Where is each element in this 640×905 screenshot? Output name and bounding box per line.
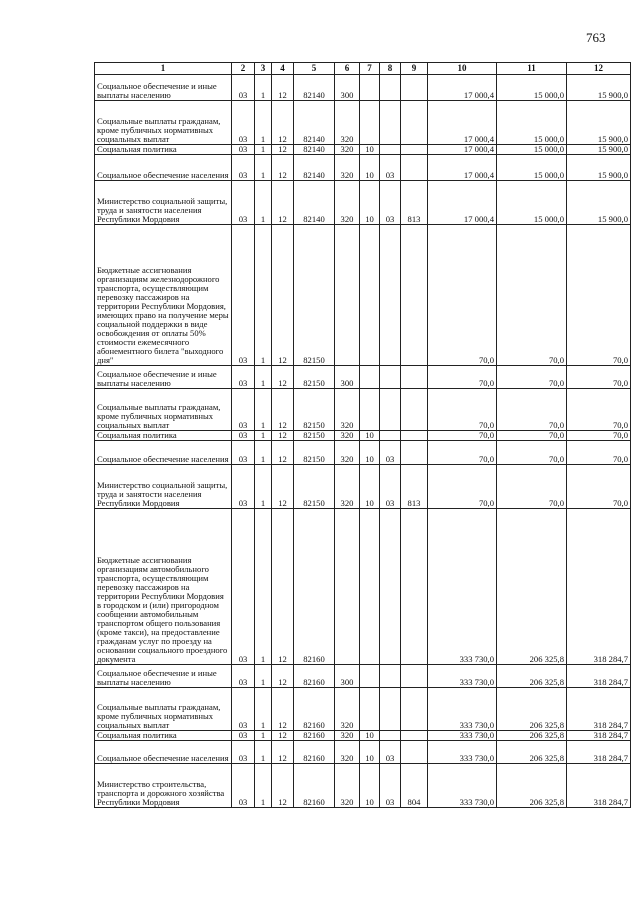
cell-amount-year-3: 70,0: [567, 366, 631, 389]
cell-subprogram: 12: [272, 741, 294, 764]
cell-admin-code: 813: [401, 465, 428, 509]
table-row: [95, 155, 631, 181]
cell-direction: 82150: [294, 389, 335, 431]
cell-amount-year-1: 333 730,0: [428, 764, 497, 808]
cell-subsection: 03: [380, 465, 401, 509]
table-row: [95, 441, 631, 465]
table-row: [95, 431, 631, 441]
cell-direction: 82150: [294, 366, 335, 389]
cell-subsection: [380, 389, 401, 431]
table-row: [95, 509, 631, 665]
cell-amount-year-2: 206 325,8: [497, 731, 567, 741]
cell-expense-type: 320: [335, 764, 360, 808]
cell-name-text: Социальная политика: [97, 144, 177, 155]
cell-name: [95, 431, 232, 441]
cell-ministry-code: 03: [232, 145, 255, 155]
cell-expense-type: 320: [335, 389, 360, 431]
cell-expense-type: 320: [335, 465, 360, 509]
cell-amount-year-2: 70,0: [497, 431, 567, 441]
table-row: [95, 145, 631, 155]
cell-subsection: [380, 101, 401, 145]
cell-direction: 82140: [294, 101, 335, 145]
cell-amount-year-3: 15 900,0: [567, 155, 631, 181]
cell-subprogram: 12: [272, 665, 294, 688]
cell-amount-year-3: 318 284,7: [567, 509, 631, 665]
cell-name-text: Бюджетные ассигнования организациям железнодорожного транспорта, осуществляющим перевозку пассажиров на территории Республики Мордовия, имеющих право на получение меры социальной поддержки в виде освобождения от оплаты 50% стоимости ежемесячного абонементного билета "выходного дня": [97, 265, 229, 366]
column-header: 7: [360, 63, 380, 75]
cell-section: [360, 688, 380, 731]
cell-name-text: Социальное обеспечение и иные выплаты населению: [97, 668, 217, 688]
cell-admin-code: [401, 688, 428, 731]
cell-subprogram: 12: [272, 389, 294, 431]
cell-direction: 82160: [294, 665, 335, 688]
cell-name: [95, 366, 232, 389]
cell-ministry-code: 03: [232, 665, 255, 688]
cell-amount-year-1: 70,0: [428, 389, 497, 431]
cell-name-text: Социальное обеспечение населения: [97, 753, 229, 764]
cell-name: [95, 465, 232, 509]
cell-name: [95, 389, 232, 431]
cell-subsection: [380, 665, 401, 688]
column-header: 1: [95, 63, 232, 75]
cell-name-text: Социальное обеспечение и иные выплаты населению: [97, 369, 217, 389]
cell-subprogram: 12: [272, 225, 294, 366]
cell-amount-year-2: 15 000,0: [497, 145, 567, 155]
page-number: 763: [586, 30, 606, 45]
cell-amount-year-1: 17 000,4: [428, 155, 497, 181]
cell-subprogram: 12: [272, 181, 294, 225]
cell-name: [95, 225, 232, 366]
column-header: 11: [497, 63, 567, 75]
cell-direction: 82160: [294, 688, 335, 731]
cell-amount-year-3: 15 900,0: [567, 145, 631, 155]
cell-amount-year-1: 17 000,4: [428, 75, 497, 101]
cell-amount-year-3: 318 284,7: [567, 688, 631, 731]
cell-admin-code: [401, 509, 428, 665]
cell-name-text: Бюджетные ассигнования организациям автомобильного транспорта, осуществляющим перевозку пассажиров на территории Республики Мордовия в городском и (или) пригородном сообщении автомобильным транспортом общего пользования (кроме такси), на предоставление гражданам услуг по проезду на основании социального проездного документа: [97, 555, 228, 665]
cell-amount-year-2: 70,0: [497, 465, 567, 509]
cell-subsection: [380, 431, 401, 441]
cell-name: [95, 101, 232, 145]
cell-subprogram: 12: [272, 764, 294, 808]
cell-section: 10: [360, 741, 380, 764]
cell-amount-year-1: 70,0: [428, 431, 497, 441]
cell-amount-year-2: 15 000,0: [497, 101, 567, 145]
cell-amount-year-3: 15 900,0: [567, 75, 631, 101]
cell-name-text: Министерство строительства, транспорта и дорожного хозяйства Республики Мордовия: [97, 779, 225, 808]
cell-amount-year-1: 70,0: [428, 366, 497, 389]
cell-expense-type: 320: [335, 145, 360, 155]
cell-name-text: Министерство социальной защиты, труда и занятости населения Республики Мордовия: [97, 196, 228, 225]
cell-name-text: Социальная политика: [97, 430, 177, 441]
cell-section: 10: [360, 155, 380, 181]
cell-ministry-code: 03: [232, 741, 255, 764]
cell-direction: 82160: [294, 731, 335, 741]
cell-subprogram: 12: [272, 101, 294, 145]
cell-subsection: [380, 145, 401, 155]
cell-amount-year-2: 15 000,0: [497, 181, 567, 225]
cell-amount-year-1: 70,0: [428, 441, 497, 465]
cell-ministry-code: 03: [232, 465, 255, 509]
cell-amount-year-2: 70,0: [497, 441, 567, 465]
column-header: 5: [294, 63, 335, 75]
cell-section: [360, 509, 380, 665]
cell-program: 1: [255, 509, 272, 665]
cell-expense-type: 300: [335, 366, 360, 389]
cell-name-text: Социальное обеспечение населения: [97, 454, 229, 465]
cell-section: 10: [360, 731, 380, 741]
cell-ministry-code: 03: [232, 389, 255, 431]
table-row: [95, 366, 631, 389]
table-row: [95, 731, 631, 741]
cell-amount-year-1: 17 000,4: [428, 181, 497, 225]
cell-ministry-code: 03: [232, 225, 255, 366]
cell-admin-code: [401, 145, 428, 155]
cell-subprogram: 12: [272, 155, 294, 181]
cell-admin-code: [401, 741, 428, 764]
cell-amount-year-1: 17 000,4: [428, 145, 497, 155]
cell-subprogram: 12: [272, 366, 294, 389]
cell-ministry-code: 03: [232, 101, 255, 145]
cell-name-text: Социальные выплаты гражданам, кроме публичных нормативных социальных выплат: [97, 702, 221, 731]
cell-section: [360, 225, 380, 366]
cell-subprogram: 12: [272, 509, 294, 665]
cell-program: 1: [255, 665, 272, 688]
cell-direction: 82160: [294, 764, 335, 808]
cell-program: 1: [255, 731, 272, 741]
cell-admin-code: [401, 441, 428, 465]
table-row: [95, 75, 631, 101]
cell-section: 10: [360, 431, 380, 441]
cell-subsection: 03: [380, 741, 401, 764]
cell-admin-code: [401, 389, 428, 431]
table-row: [95, 741, 631, 764]
cell-admin-code: [401, 75, 428, 101]
cell-ministry-code: 03: [232, 441, 255, 465]
cell-name: [95, 441, 232, 465]
cell-ministry-code: 03: [232, 366, 255, 389]
cell-direction: 82160: [294, 509, 335, 665]
cell-name: [95, 731, 232, 741]
cell-name-text: Социальное обеспечение населения: [97, 170, 229, 181]
cell-amount-year-3: 318 284,7: [567, 741, 631, 764]
cell-section: [360, 101, 380, 145]
cell-name: [95, 741, 232, 764]
cell-subprogram: 12: [272, 145, 294, 155]
table-row: [95, 665, 631, 688]
cell-expense-type: 300: [335, 75, 360, 101]
cell-name: [95, 155, 232, 181]
cell-amount-year-3: 318 284,7: [567, 764, 631, 808]
cell-name: [95, 688, 232, 731]
cell-direction: 82140: [294, 75, 335, 101]
cell-program: 1: [255, 741, 272, 764]
cell-amount-year-1: 17 000,4: [428, 101, 497, 145]
cell-expense-type: 320: [335, 101, 360, 145]
cell-ministry-code: 03: [232, 155, 255, 181]
cell-section: [360, 665, 380, 688]
cell-amount-year-2: 206 325,8: [497, 764, 567, 808]
cell-subsection: 03: [380, 155, 401, 181]
cell-name-text: Министерство социальной защиты, труда и занятости населения Республики Мордовия: [97, 480, 228, 509]
column-header: 9: [401, 63, 428, 75]
cell-direction: 82150: [294, 431, 335, 441]
cell-section: [360, 366, 380, 389]
cell-amount-year-1: 333 730,0: [428, 731, 497, 741]
table-row: [95, 225, 631, 366]
cell-direction: 82150: [294, 441, 335, 465]
cell-name: [95, 665, 232, 688]
cell-expense-type: 320: [335, 688, 360, 731]
cell-name: [95, 181, 232, 225]
cell-admin-code: 804: [401, 764, 428, 808]
column-header: 8: [380, 63, 401, 75]
cell-expense-type: 300: [335, 665, 360, 688]
cell-direction: 82150: [294, 225, 335, 366]
column-header: 2: [232, 63, 255, 75]
cell-direction: 82140: [294, 155, 335, 181]
cell-section: 10: [360, 145, 380, 155]
cell-amount-year-1: 333 730,0: [428, 509, 497, 665]
cell-amount-year-3: 70,0: [567, 389, 631, 431]
cell-ministry-code: 03: [232, 431, 255, 441]
cell-amount-year-2: 206 325,8: [497, 665, 567, 688]
cell-name: [95, 764, 232, 808]
cell-subprogram: 12: [272, 465, 294, 509]
cell-subsection: [380, 75, 401, 101]
header-row: [95, 63, 631, 75]
cell-section: [360, 75, 380, 101]
cell-expense-type: 320: [335, 741, 360, 764]
cell-program: 1: [255, 688, 272, 731]
cell-name-text: Социальное обеспечение и иные выплаты населению: [97, 81, 217, 101]
cell-program: 1: [255, 366, 272, 389]
cell-amount-year-2: 206 325,8: [497, 688, 567, 731]
cell-subsection: 03: [380, 441, 401, 465]
cell-amount-year-2: 15 000,0: [497, 75, 567, 101]
column-header: 3: [255, 63, 272, 75]
cell-amount-year-3: 70,0: [567, 225, 631, 366]
cell-section: 10: [360, 465, 380, 509]
column-header: 6: [335, 63, 360, 75]
cell-program: 1: [255, 101, 272, 145]
cell-amount-year-2: 15 000,0: [497, 155, 567, 181]
table-row: [95, 101, 631, 145]
cell-ministry-code: 03: [232, 731, 255, 741]
cell-program: 1: [255, 155, 272, 181]
cell-subsection: [380, 731, 401, 741]
cell-expense-type: 320: [335, 731, 360, 741]
cell-program: 1: [255, 441, 272, 465]
cell-name: [95, 509, 232, 665]
cell-amount-year-1: 70,0: [428, 465, 497, 509]
cell-subprogram: 12: [272, 75, 294, 101]
cell-amount-year-1: 70,0: [428, 225, 497, 366]
column-header: 12: [567, 63, 631, 75]
cell-name-text: Социальная политика: [97, 730, 177, 741]
cell-direction: 82140: [294, 181, 335, 225]
cell-program: 1: [255, 431, 272, 441]
cell-program: 1: [255, 225, 272, 366]
cell-amount-year-2: 70,0: [497, 389, 567, 431]
cell-name-text: Социальные выплаты гражданам, кроме публичных нормативных социальных выплат: [97, 402, 221, 431]
cell-name: [95, 75, 232, 101]
cell-admin-code: [401, 731, 428, 741]
cell-amount-year-3: 15 900,0: [567, 181, 631, 225]
cell-program: 1: [255, 465, 272, 509]
cell-admin-code: [401, 366, 428, 389]
column-header: 10: [428, 63, 497, 75]
cell-program: 1: [255, 389, 272, 431]
cell-ministry-code: 03: [232, 75, 255, 101]
cell-subsection: 03: [380, 181, 401, 225]
cell-expense-type: [335, 225, 360, 366]
cell-section: 10: [360, 764, 380, 808]
cell-amount-year-2: 206 325,8: [497, 741, 567, 764]
cell-name-text: Социальные выплаты гражданам, кроме публичных нормативных социальных выплат: [97, 116, 221, 145]
cell-amount-year-3: 318 284,7: [567, 731, 631, 741]
cell-section: [360, 389, 380, 431]
cell-amount-year-3: 70,0: [567, 465, 631, 509]
cell-ministry-code: 03: [232, 181, 255, 225]
cell-subsection: [380, 509, 401, 665]
cell-admin-code: [401, 155, 428, 181]
cell-section: 10: [360, 181, 380, 225]
cell-program: 1: [255, 75, 272, 101]
cell-subsection: [380, 366, 401, 389]
cell-subsection: [380, 688, 401, 731]
cell-ministry-code: 03: [232, 764, 255, 808]
table-row: [95, 389, 631, 431]
cell-amount-year-3: 15 900,0: [567, 101, 631, 145]
cell-amount-year-3: 70,0: [567, 431, 631, 441]
cell-ministry-code: 03: [232, 509, 255, 665]
cell-amount-year-1: 333 730,0: [428, 741, 497, 764]
cell-expense-type: 320: [335, 441, 360, 465]
table-row: [95, 688, 631, 731]
table-row: [95, 465, 631, 509]
cell-admin-code: [401, 665, 428, 688]
cell-direction: 82140: [294, 145, 335, 155]
table-row: [95, 181, 631, 225]
cell-admin-code: [401, 431, 428, 441]
cell-amount-year-2: 70,0: [497, 366, 567, 389]
cell-admin-code: [401, 101, 428, 145]
cell-expense-type: 320: [335, 155, 360, 181]
cell-admin-code: 813: [401, 181, 428, 225]
cell-direction: 82150: [294, 465, 335, 509]
table-row: [95, 764, 631, 808]
cell-subprogram: 12: [272, 731, 294, 741]
cell-expense-type: 320: [335, 431, 360, 441]
cell-name: [95, 145, 232, 155]
cell-expense-type: [335, 509, 360, 665]
cell-subsection: [380, 225, 401, 366]
cell-amount-year-2: 206 325,8: [497, 509, 567, 665]
cell-section: 10: [360, 441, 380, 465]
cell-ministry-code: 03: [232, 688, 255, 731]
cell-program: 1: [255, 764, 272, 808]
cell-subprogram: 12: [272, 688, 294, 731]
cell-subsection: 03: [380, 764, 401, 808]
cell-direction: 82160: [294, 741, 335, 764]
cell-subprogram: 12: [272, 431, 294, 441]
column-header: 4: [272, 63, 294, 75]
cell-amount-year-1: 333 730,0: [428, 688, 497, 731]
cell-program: 1: [255, 181, 272, 225]
cell-amount-year-2: 70,0: [497, 225, 567, 366]
cell-program: 1: [255, 145, 272, 155]
budget-table: [94, 62, 631, 808]
cell-amount-year-3: 318 284,7: [567, 665, 631, 688]
cell-amount-year-1: 333 730,0: [428, 665, 497, 688]
cell-amount-year-3: 70,0: [567, 441, 631, 465]
cell-subprogram: 12: [272, 441, 294, 465]
cell-admin-code: [401, 225, 428, 366]
cell-expense-type: 320: [335, 181, 360, 225]
